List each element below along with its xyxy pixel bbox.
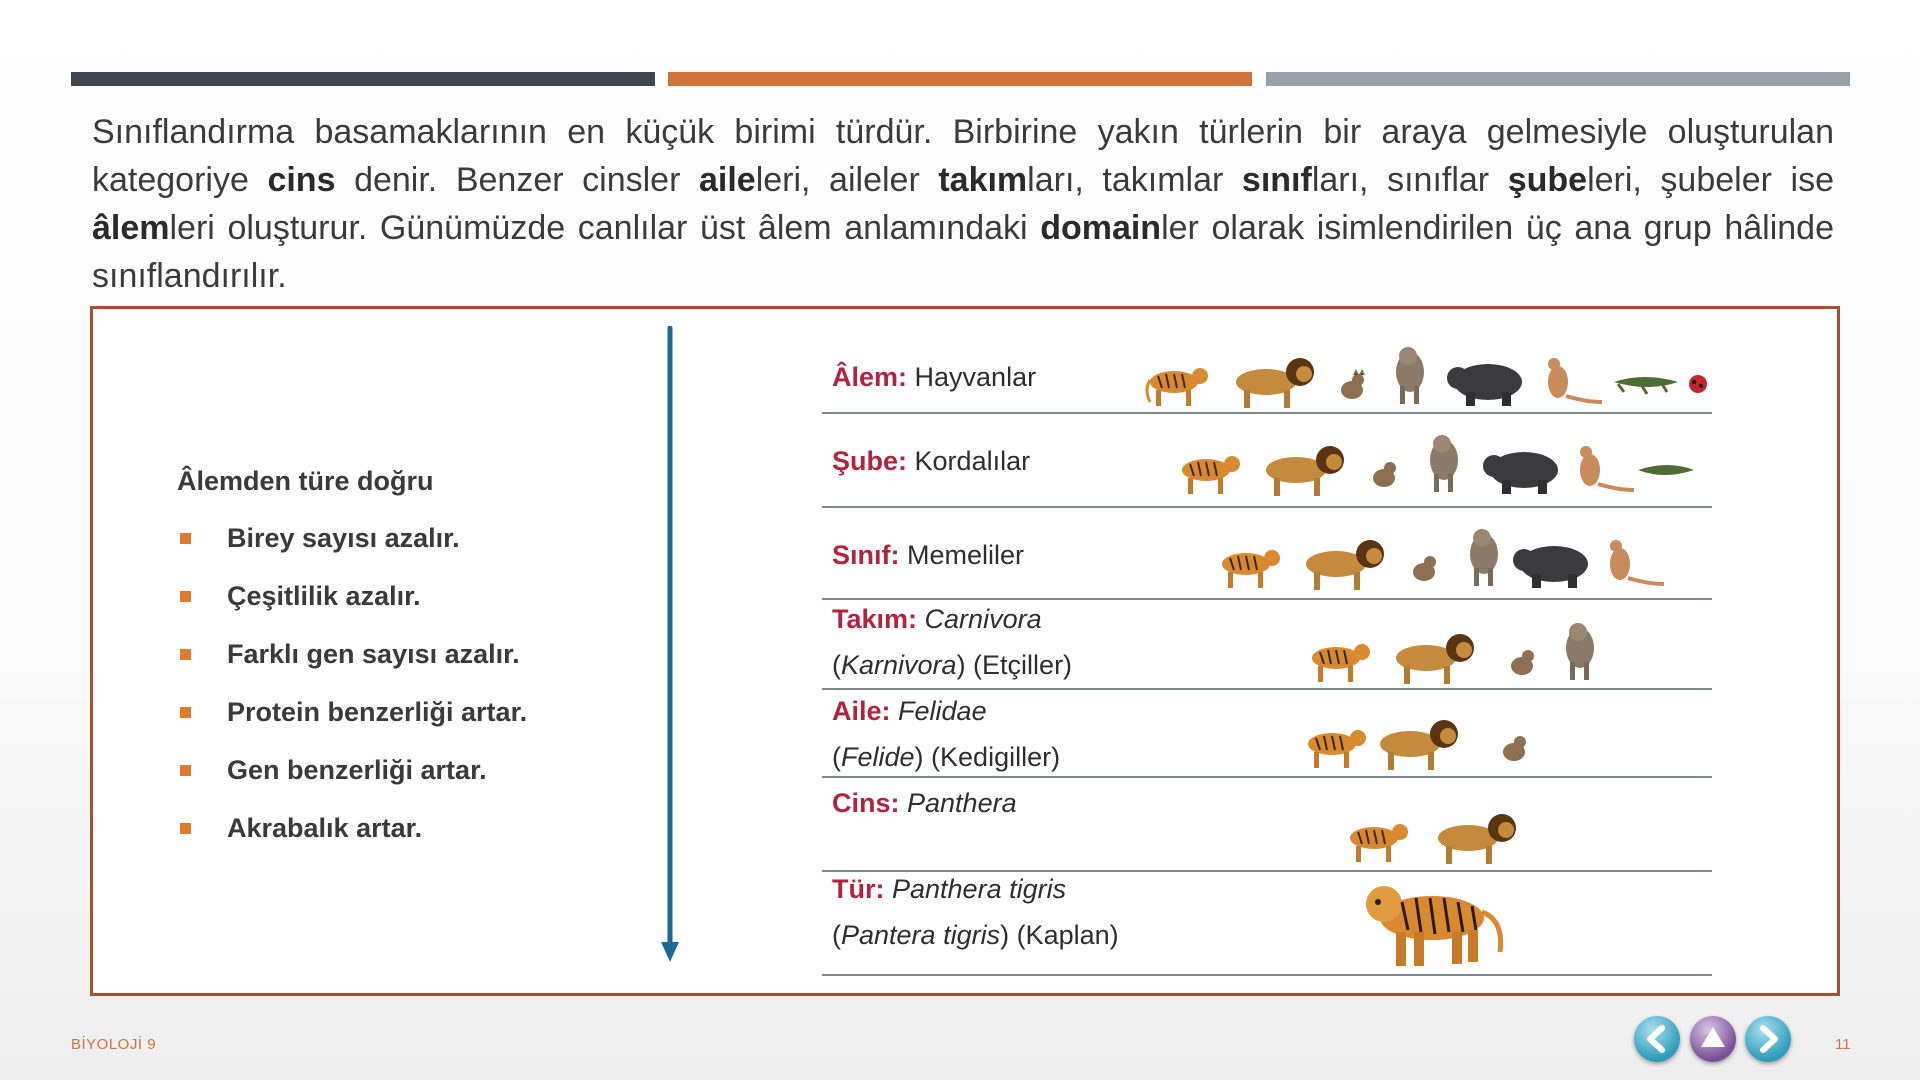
level-name: Hayvanlar [914,362,1037,392]
level-latin: Panthera tigris [892,874,1067,904]
tiger-icon [1222,550,1280,588]
bullet-square-icon [180,649,191,660]
bullet-list [177,523,527,871]
bullet-item: Akrabalık artar. [177,813,527,871]
bullet-square-icon [180,765,191,776]
level-key: Tür: [832,874,885,904]
level-key: Takım: [832,604,918,634]
tiger-icon [1350,824,1408,862]
level-latin: Carnivora [924,604,1042,634]
lion-icon [1380,720,1458,770]
animal-group [1300,708,1540,775]
ladybug-icon [1689,375,1707,393]
kangaroo-icon [1580,446,1634,490]
bullet-square-icon [180,533,191,544]
down-arrow-icon [650,326,690,966]
bullet-item: Birey sayısı azalır. [177,523,527,581]
arrow-left-icon [1634,1016,1680,1062]
intro-paragraph: Sınıflandırma basamaklarının en küçük birimi türdür. Birbirine yakın türlerin bir araya gelmesiyle oluşturulan kategoriye cins denir. Benzer cinsler aileleri, aileler takımları, takımlar sınıfları, sınıflar şubeleri, şubeler ise âlemleri oluşturur. Günümüzde canlılar üst âlem anlamındaki domainler olarak isimlendirilen üç ana grup hâlinde sınıflandırılır. [92,113,1835,295]
footer-label: BİYOLOJİ 9 [71,1036,157,1053]
bear-icon [1483,452,1558,494]
top-bar-gray [1266,72,1850,86]
bear-icon [1447,364,1522,406]
bullet-item: Protein benzerliği artar. [177,697,527,755]
top-bar-dark [71,72,655,86]
tiger-icon [1308,730,1366,768]
bullet-square-icon [180,823,191,834]
kangaroo-icon [1548,358,1602,402]
level-row-sube [822,414,1712,508]
cat-icon [1341,371,1364,399]
level-key: Aile: [832,696,891,726]
level-latin: Felidae [898,696,987,726]
lion-icon [1438,814,1516,864]
animal-group [1342,802,1532,869]
left-heading: Âlemden türe doğru [177,466,434,496]
wolf-icon [1566,623,1594,680]
bullet-item: Gen benzerliği artar. [177,755,527,813]
bear-icon [1513,546,1588,588]
animal-group [1174,434,1694,501]
animal-group [1142,346,1712,413]
wolf-icon [1430,435,1458,492]
tiger-icon [1312,644,1370,682]
level-alt: Felide [841,742,915,772]
animal-group [1362,876,1522,975]
bullet-square-icon [180,591,191,602]
bullet-item: Çeşitlilik azalır. [177,581,527,639]
cat-icon [1503,736,1526,761]
animal-group [1214,528,1674,595]
top-bar-orange [668,72,1252,86]
level-alt: Pantera tigris [841,920,1001,950]
home-triangle-icon [1690,1016,1736,1062]
arrow-right-icon [1745,1016,1791,1062]
level-key: Cins: [832,788,900,818]
lion-icon [1266,446,1344,496]
level-row-alem [822,340,1712,414]
crocodile-icon [1638,465,1694,475]
lion-icon [1306,540,1384,590]
page-number: 11 [1835,1036,1851,1053]
wolf-icon [1396,347,1424,404]
level-key: Şube: [832,446,908,476]
cat-icon [1413,556,1436,581]
level-row-aile: Aile: Felidae (Felide) (Kedigiller) [822,690,1712,778]
level-row-tur: Tür: Panthera tigris (Pantera tigris) (Kaplan) [822,872,1712,976]
tiger-icon [1182,456,1240,494]
back-button[interactable] [1634,1016,1680,1062]
tiger-icon [1147,368,1208,406]
cat-icon [1511,650,1534,675]
level-key: Âlem: [832,362,908,392]
kangaroo-icon [1610,540,1664,584]
bullet-square-icon [180,707,191,718]
cat-icon [1373,462,1396,487]
level-alt: Karnivora [841,650,957,680]
lion-icon [1396,634,1474,684]
level-latin: Panthera [907,788,1017,818]
lion-icon [1236,358,1314,408]
wolf-icon [1470,529,1498,586]
next-button[interactable] [1745,1016,1791,1062]
level-row-cins [822,778,1712,872]
level-row-takim: Takım: Carnivora (Karnivora) (Etçiller) [822,600,1712,690]
level-row-sinif [822,508,1712,600]
home-button[interactable] [1690,1016,1736,1062]
level-name: Kordalılar [914,446,1031,476]
tiger-icon [1366,886,1501,966]
level-key: Sınıf: [832,540,900,570]
level-name: Memeliler [907,540,1025,570]
animal-group [1304,622,1624,689]
bullet-item: Farklı gen sayısı azalır. [177,639,527,697]
crocodile-icon [1614,377,1678,394]
